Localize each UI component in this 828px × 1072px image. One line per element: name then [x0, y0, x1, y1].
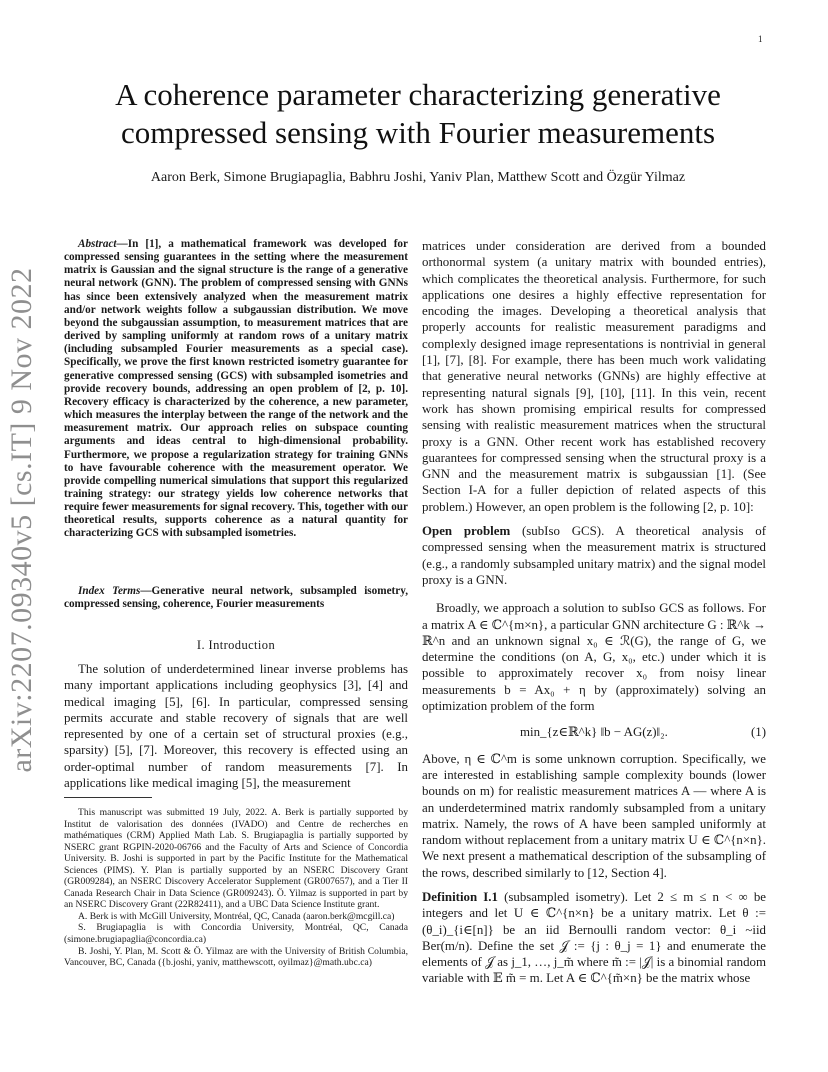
intro-paragraph [64, 661, 408, 791]
equation-body: min_{z∈ℝ^k} ‖b − AG(z)‖₂. [520, 725, 668, 740]
definition-label: Definition I.1 [422, 889, 498, 904]
body-paragraph: matrices under consideration are derived from a bounded orthonormal system (a unitary matrix with bounded entries), which complicates the theoretical analysis. Furthermore, for such applications one desires a highly effective representation for encoding the images. Developing a theoretical analysis that properly accounts for realistic measurement paradigms and complexly designed image representations is nontrivial in general [1], [7], [8]. For example, there has been much work validating that generative neural networks (GNNs) are highly effective at representing natural signals [9], [10], [11]. In this vein, recent work has shown promising empirical results for compressed sensing with realistic measurement matrices when the structural proxy is a GNN. Other recent work has established recovery guarantees for compressed sensing when the structural proxy is a GNN and the measurement matrix is subgaussian [1]. (See Section I-A for a fuller depiction of related aspects of this problem.) However, an open problem is the following [2, p. 10]: [422, 239, 766, 514]
definition [422, 889, 766, 987]
footnote: S. Brugiapaglia is with Concordia University, Montréal, QC, Canada (simone.brugiapaglia@concordia.ca) [64, 922, 408, 946]
equation-number: (1) [750, 725, 766, 740]
footnote: This manuscript was submitted 19 July, 2022. A. Berk is partially supported by Institut de valorisation des données (IVADO) and Centre de recherches en mathématiques (CRM) Applied Math Lab. S. Brugiapaglia is partially supported by NSERC grant RGPIN-2020-06766 and the Faculty of Arts and Science of Concordia University. B. Joshi is supported in part by the Pacific Institute for the Mathematical Sciences (PIMS). Y. Plan is partially supported by an NSERC Discovery Grant (GR009284), an NSERC Discovery Accelerator Supplement (GR007657), and a Tier II Canada Research Chair in Data Science (GR009243). Ö. Yilmaz is supported in part by an NSERC Discovery Grant (22R82411), and a UBC Data Science Institute grant. [64, 807, 408, 911]
paper-title: A coherence parameter characterizing generative compressed sensing with Fourier measurements [115, 77, 721, 150]
body-paragraph: Above, η ∈ ℂ^m is some unknown corruption. Specifically, we are interested in establishing sample complexity bounds (lower bounds on m) for realistic measurement matrices A — where A is an underdetermined matrix randomly subsampled from a unitary matrix. Namely, the rows of A have been sampled uniformly at random without replacement from a unitary matrix U ∈ ℂ^{n×n}. We next present a mathematical description of the subsampling of the rows, described similarly to [12, Section 4]. [422, 751, 766, 880]
intro-text: The solution of underdetermined linear inverse problems has many important applications including geophysics [3], [4] and medical imaging [5], [6]. In particular, compressed sensing permits accurate and stable recovery of signals that are well represented by one of a certain set of structural proxies (e.g., sparsity) [5], [7]. Moreover, this recovery is effected using an order-optimal number of random measurements [7]. In applications like medical imaging [5], the measurement [64, 662, 408, 791]
footnote: B. Joshi, Y. Plan, M. Scott & Ö. Yilmaz are with the University of British Columbia, Vancouver, BC, Canada ({b.joshi, yaniv, matthewscott, oyilmaz}@math.ubc.ca) [64, 945, 408, 969]
open-problem-text: (subIso GCS). A theoretical analysis of compressed sensing when the measurement matrix is structured (e.g., a randomly subsampled unitary matrix) and the signal model proxy is a GNN. [422, 524, 766, 587]
right-column [422, 238, 766, 987]
abstract [64, 238, 408, 541]
page-number: 1 [758, 34, 763, 44]
definition-text: (subsampled isometry). Let 2 ≤ m ≤ n < ∞ be integers and let U ∈ ℂ^{n×n} be a unitary matrix. Let θ := (θ_i)_{i∈[n]} be an iid Bernoulli random vector: θ_i ~iid Ber(m/n). Define the set 𝒥 := {j : θ_j = 1} and enumerate the elements of 𝒥 as j_1, …, j_m̃ where m̃ := |𝒥| is a binomial random variable with 𝔼 m̃ = m. Let A ∈ ℂ^{m̃×n} be the matrix whose [422, 889, 766, 986]
footnotes [64, 807, 408, 969]
abstract-text: —In [1], a mathematical framework was developed for compressed sensing guarantees in the setting where the measurement matrix is Gaussian and the signal structure is the range of a generative neural network (GNN). The problem of compressed sensing with GNNs has since been extensively analyzed when the measurement matrix and/or network weights follow a subgaussian distribution. We move beyond the subgaussian assumption, to measurement matrices that are derived by sampling uniformly at random rows of a unitary matrix (including subsampled Fourier measurements as a special case). Specifically, we prove the first known restricted isometry guarantee for generative compressed sensing (GCS) with subsampled isometries and provide recovery bounds, addressing an open problem of [2, p. 10]. Recovery efficacy is characterized by the coherence, a new parameter, which measures the interplay between the range of the network and the measurement matrix. Our approach relies on subspace counting arguments and ideas central to high-dimensional probability. Furthermore, we propose a regularization strategy for training GNNs to have favourable coherence with the measurement operator. We provide compelling numerical simulations that support this regularized training strategy: our strategy yields low coherence networks that require fewer measurements for signal recovery. This, together with our theoretical results, supports coherence as a natural quantity for characterizing GCS with subsampled isometries. [64, 238, 408, 540]
open-problem-label: Open problem [422, 524, 511, 539]
open-problem [422, 523, 766, 588]
index-terms-label: Index Terms [78, 585, 141, 597]
footnote-rule [64, 797, 152, 798]
author-list: Aaron Berk, Simone Brugiapaglia, Babhru Joshi, Yaniv Plan, Matthew Scott and Özgür Yilmaz [150, 170, 686, 185]
section-heading: I. Introduction [196, 638, 276, 652]
footnote: A. Berk is with McGill University, Montréal, QC, Canada (aaron.berk@mcgill.ca) [78, 910, 395, 922]
arxiv-identifier: arXiv:2207.09340v5 [cs.IT] 9 Nov 2022 [5, 267, 38, 773]
equation-1 [422, 724, 766, 740]
index-terms-text: —Generative neural network, subsampled isometry, compressed sensing, coherence, Fourier measurements [64, 585, 408, 611]
abstract-label: Abstract [78, 238, 117, 250]
body-paragraph: Broadly, we approach a solution to subIso GCS as follows. For a matrix A ∈ ℂ^{m×n}, a particular GNN architecture G : ℝ^k → ℝ^n and an unknown signal x₀ ∈ ℛ(G), the range of G, we determine the conditions (on A, G, x₀, etc.) under which it is possible to approximately recover x₀ from noisy linear measurements b = Ax₀ + η by (approximately) solving an optimization problem of the form [422, 601, 766, 714]
index-terms [64, 585, 408, 611]
